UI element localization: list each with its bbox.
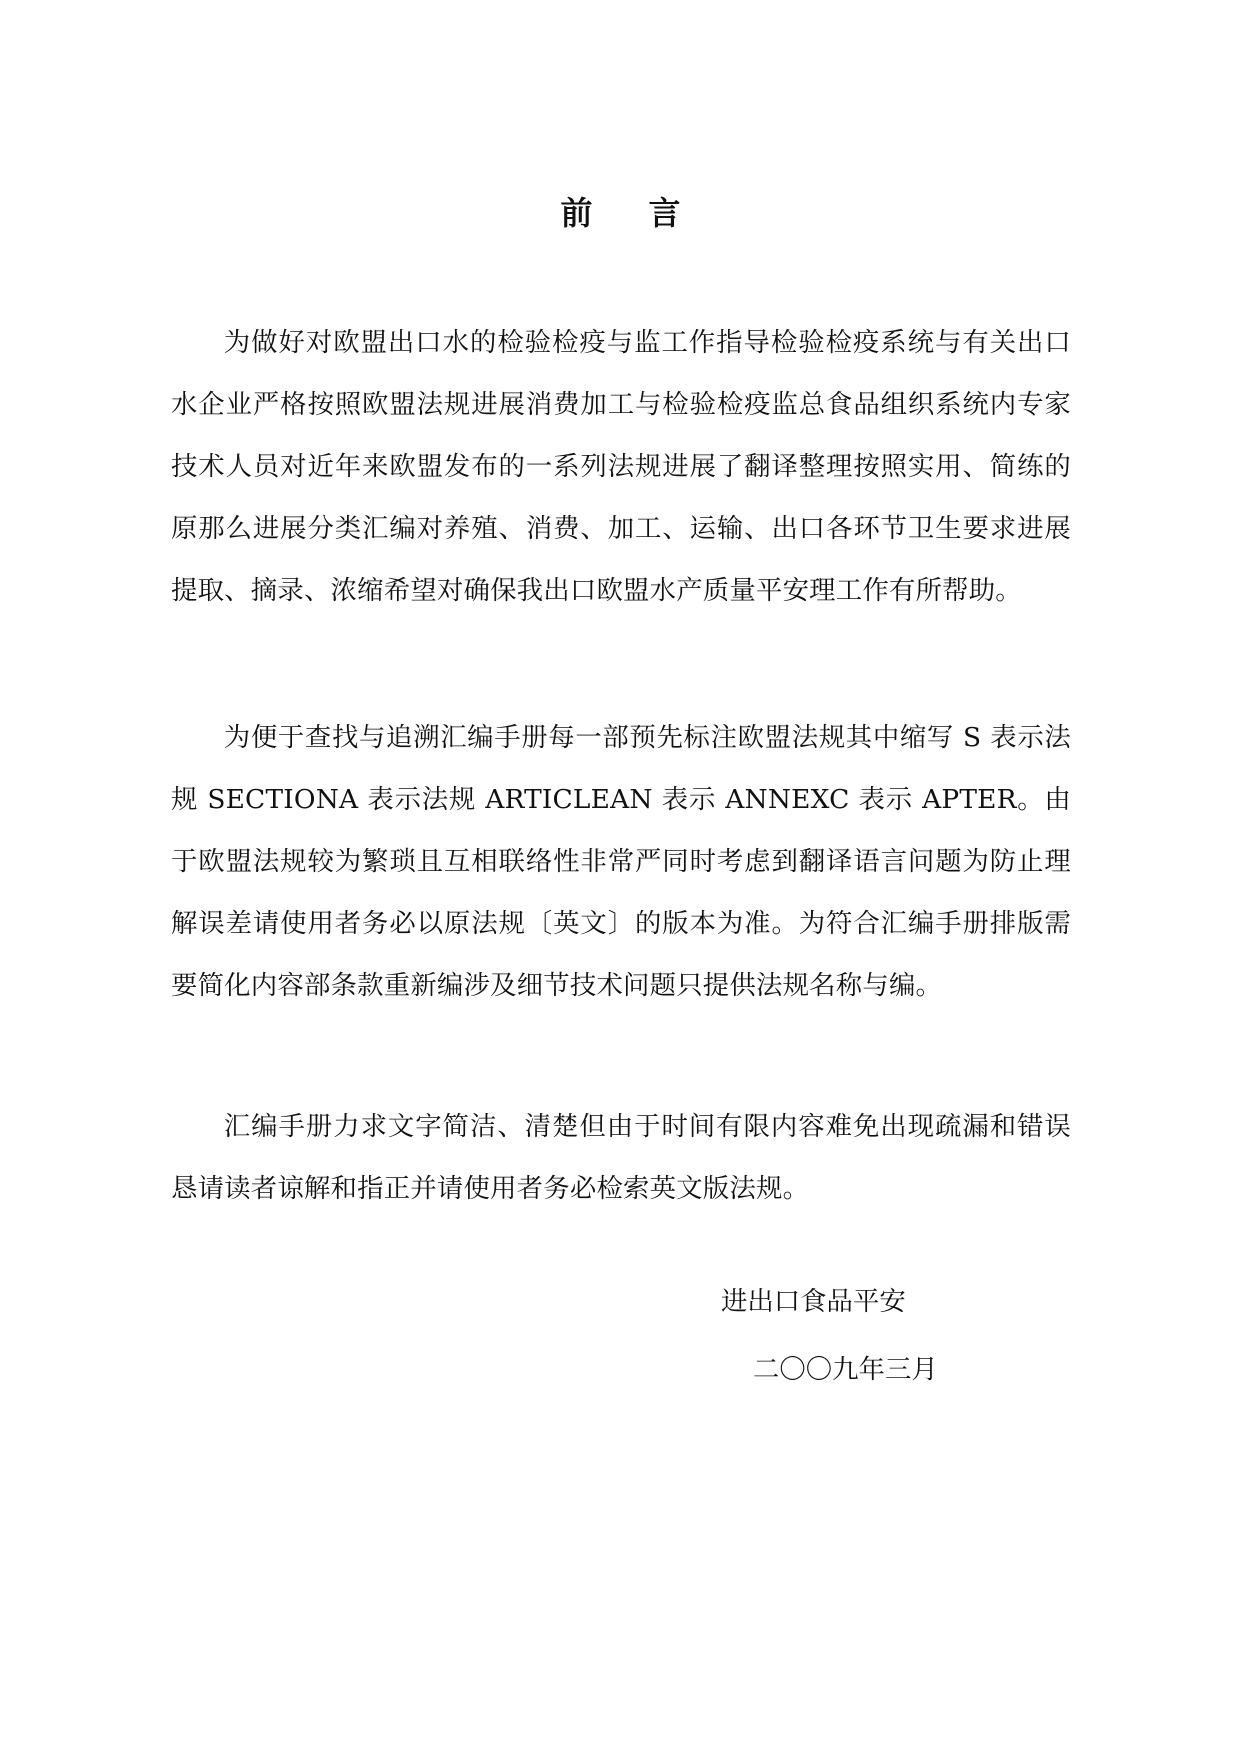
paragraph-3: 汇编手册力求文字简洁、清楚但由于时间有限内容难免出现疏漏和错误恳请读者谅解和指正并请使用者务必检索英文版法规。 bbox=[171, 1111, 1071, 1204]
page-title bbox=[0, 188, 1241, 234]
paragraph-2: 为便于查找与追溯汇编手册每一部预先标注欧盟法规其中缩写 S 表示法规 SECTIONA 表示法规 ARTICLEAN 表示 ANNEXC 表示 APTER。由于欧盟法规较为繁琐且互相联络性非常严同时考虑到翻译语言问题为防止理解误差请使用者务必以原法规〔英文〕的版本为准。为符合汇编手册排版需要简化内容部条款重新编涉及细节技术问题只提供法规名称与编。 bbox=[171, 722, 1071, 1001]
paragraph-3-block bbox=[171, 1096, 1071, 1220]
paragraph-1: 为做好对欧盟出口水的检验检疫与监工作指导检验检疫系统与有关出口水企业严格按照欧盟法规进展消费加工与检验检疫监总食品组织系统内专家技术人员对近年来欧盟发布的一系列法规进展了翻译整理按照实用、简练的原那么进展分类汇编对养殖、消费、加工、运输、出口各环节卫生要求进展提取、摘录、浓缩希望对确保我出口欧盟水产质量平安理工作有所帮助。 bbox=[171, 327, 1071, 606]
paragraph-2-block bbox=[171, 707, 1071, 1017]
title-char-1: 前 bbox=[560, 194, 593, 232]
signature-date: 二〇〇九年三月 bbox=[753, 1354, 938, 1385]
signature-organization: 进出口食品平安 bbox=[721, 1286, 906, 1317]
paragraph-1-block bbox=[171, 312, 1071, 622]
title-char-2: 言 bbox=[648, 194, 681, 232]
